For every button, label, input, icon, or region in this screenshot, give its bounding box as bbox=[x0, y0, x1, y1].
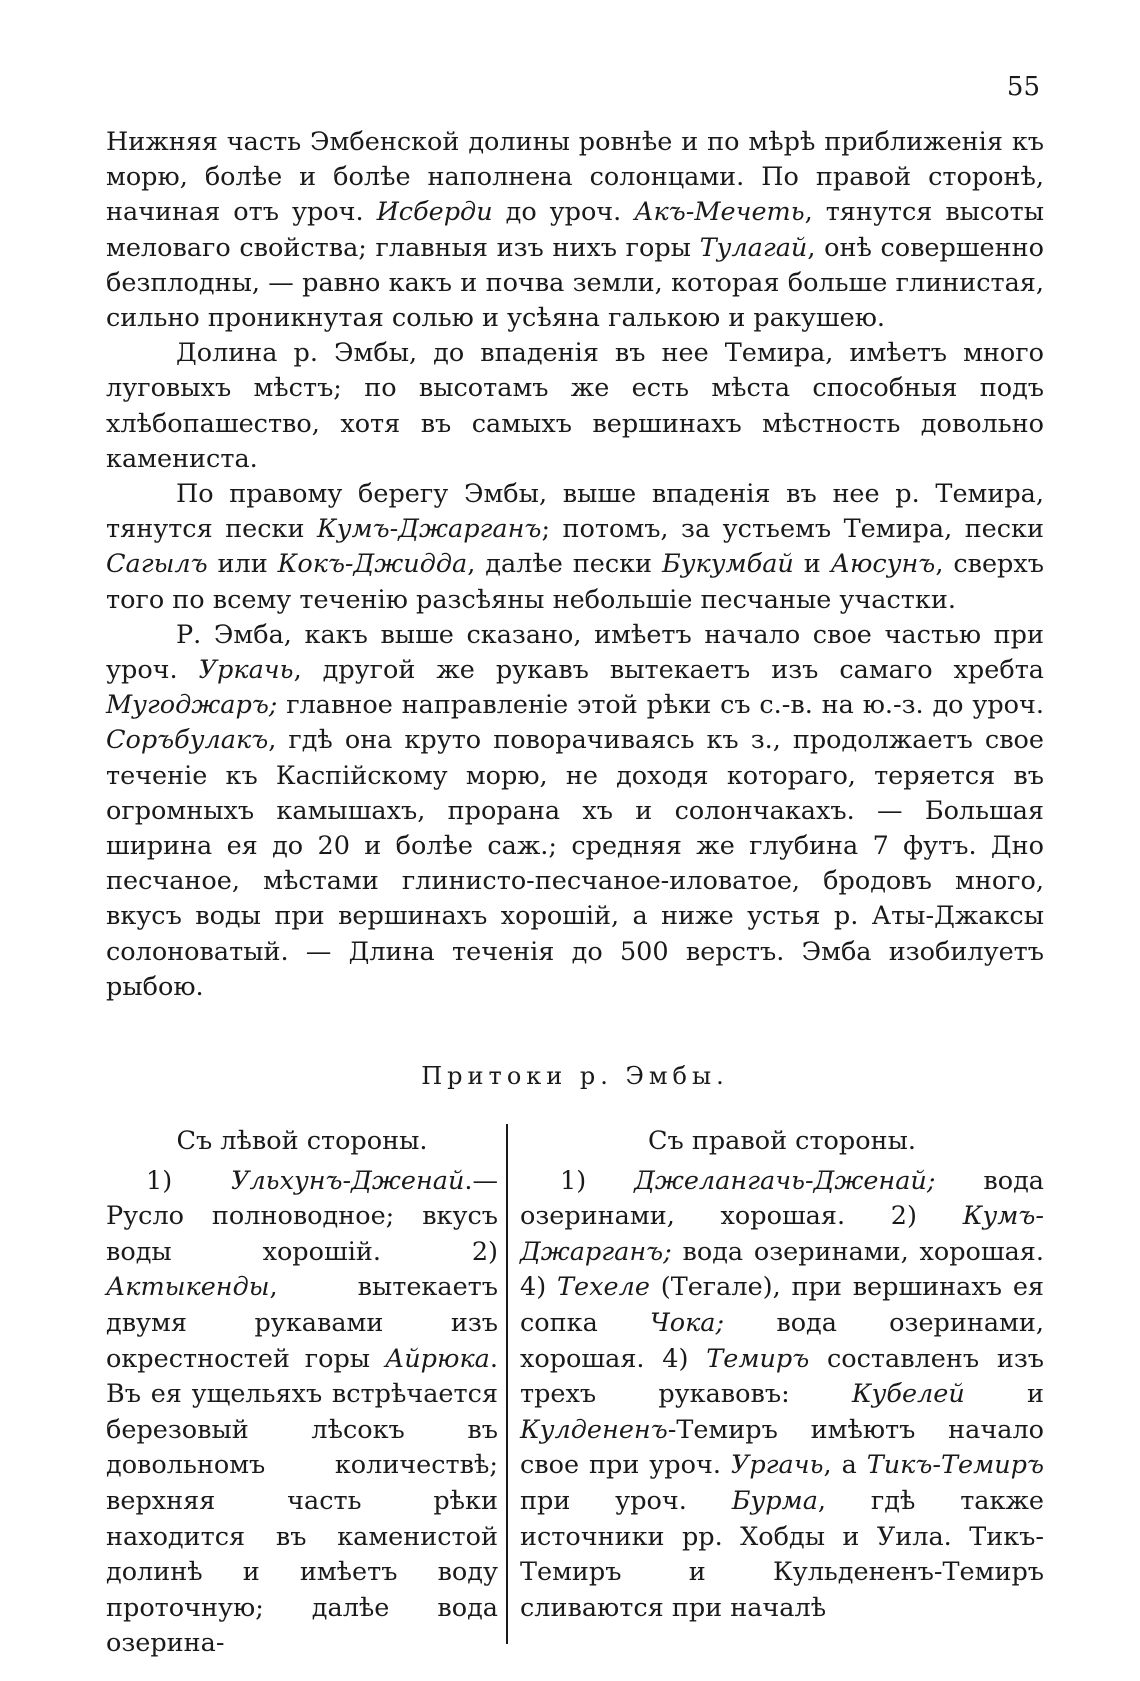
text-run: до уроч. bbox=[492, 197, 635, 228]
italic-name: Соръбулакъ bbox=[106, 725, 269, 756]
page-number: 55 bbox=[1006, 72, 1040, 102]
italic-name: Техеле bbox=[557, 1272, 650, 1303]
text-run: вода озеринами, хорошая. 2) bbox=[520, 1165, 1045, 1232]
italic-name: Кубелей bbox=[851, 1379, 965, 1410]
right-bank-column bbox=[508, 1124, 1044, 1644]
italic-name: Мугоджаръ; bbox=[106, 690, 278, 721]
text-run: и bbox=[964, 1379, 1045, 1410]
text-run: .—Русло полноводное; вкусъ воды хорошій. 2) bbox=[106, 1165, 498, 1267]
left-bank-text bbox=[106, 1164, 498, 1662]
text-run: , далѣе пески bbox=[467, 549, 662, 580]
italic-name: Уркачь bbox=[198, 655, 294, 686]
italic-name: Исберди bbox=[376, 197, 493, 228]
text-run: , тянутся высоты меловаго свойства; главныя изъ нихъ горы bbox=[106, 197, 1045, 263]
italic-name: Акъ-Мечеть bbox=[634, 197, 805, 228]
italic-name: Актыкенды bbox=[106, 1272, 270, 1303]
italic-name: Темиръ bbox=[706, 1343, 810, 1374]
text-run: , гдѣ также источники рр. Хобды и Уила. Тикъ-Темиръ и Кульдененъ-Темиръ сливаются при началѣ bbox=[520, 1485, 1044, 1623]
text-run: , вытекаетъ двумя рукавами изъ окрестностей горы bbox=[106, 1272, 498, 1374]
italic-name: Сагылъ bbox=[106, 549, 208, 580]
text-run: при уроч. bbox=[520, 1485, 732, 1516]
italic-name: Букумбай bbox=[661, 549, 794, 580]
italic-name: Кумъ-Джарганъ bbox=[317, 514, 542, 545]
text-run: вода озеринами, хорошая. 4) bbox=[520, 1307, 1044, 1374]
text-run: вода озеринами, хорошая. 4) bbox=[520, 1236, 1044, 1303]
italic-name: Айрюка bbox=[384, 1343, 490, 1374]
left-bank-heading: Съ лѣвой стороны. bbox=[176, 1126, 428, 1156]
italic-name: Кулдененъ bbox=[520, 1414, 668, 1445]
text-run: Нижняя часть Эмбенской долины ровнѣе и по мѣрѣ приближенія къ морю, болѣе и болѣе наполнена солонцами. По правой сторонѣ, начиная отъ уроч. bbox=[106, 127, 1044, 228]
paragraph bbox=[106, 477, 1044, 618]
right-bank-heading: Съ правой стороны. bbox=[648, 1126, 916, 1156]
text-run: составленъ изъ трехъ рукавовъ: bbox=[520, 1343, 1044, 1410]
italic-name: Аюсунъ bbox=[830, 549, 936, 580]
text-run: , другой же рукавъ вытекаетъ изъ самаго хребта bbox=[293, 655, 1045, 686]
left-bank-column bbox=[106, 1124, 508, 1659]
section-title: Притоки р. Эмбы. bbox=[421, 1062, 729, 1090]
text-run: или bbox=[207, 549, 278, 580]
tributaries-columns bbox=[106, 1124, 1045, 1659]
text-run: , сверхъ того по всему теченію разсѣяны небольшіе песчаные участки. bbox=[106, 549, 1044, 615]
italic-name: Тикъ-Темиръ bbox=[866, 1450, 1045, 1481]
text-run: 1) bbox=[560, 1165, 635, 1196]
italic-name: Чока; bbox=[650, 1307, 725, 1338]
text-run: и bbox=[793, 549, 831, 580]
text-run: Долина р. Эмбы, до впаденія въ нее Темира, имѣетъ много луговыхъ мѣстъ; по высотамъ же есть мѣста способныя подъ хлѣбопашество, хотя въ самыхъ вершинахъ мѣстность довольно каменистa. bbox=[106, 338, 1044, 474]
italic-name: Кумъ-Джарганъ; bbox=[520, 1201, 1044, 1267]
paragraph bbox=[106, 336, 1044, 477]
text-run: -Темиръ имѣютъ начало свое при уроч. bbox=[520, 1414, 1044, 1481]
text-run: 1) bbox=[146, 1165, 232, 1196]
italic-name: Бурма bbox=[731, 1485, 818, 1516]
italic-name: Джелангачь-Дженай; bbox=[634, 1165, 936, 1196]
italic-name: Ульхунъ-Дженай bbox=[231, 1165, 465, 1196]
italic-name: Тулагай bbox=[699, 232, 808, 263]
text-run: , а bbox=[823, 1450, 867, 1481]
text-run: ; потомъ, за устьемъ Темира, пески bbox=[541, 514, 1044, 545]
text-run: , гдѣ она круто поворачиваясь къ з., продолжаетъ свое теченіе къ Каспійскому морю, не доходя котораго, теряется въ огромныхъ камышахъ, прорана хъ и солончакахъ. — Большая ширина ея до 20 и болѣе саж.; средняя же глубина 7 футъ. Дно песчаное, мѣстами глинисто-песчаное-иловатое, бродовъ много, вкусъ воды при вершинахъ хорошій, а ниже устья р. Аты-Джаксы солоноватый. — Длина теченія до 500 верстъ. Эмба изобилуетъ рыбою. bbox=[106, 725, 1044, 1002]
text-run: Р. Эмба, какъ выше сказано, имѣетъ начало свое частью при уроч. bbox=[106, 619, 1044, 686]
text-run: главное направленіе этой рѣки съ с.-в. на ю.-з. до уроч. bbox=[277, 690, 1044, 721]
paragraph bbox=[106, 125, 1044, 336]
italic-name: Ургачь bbox=[730, 1450, 824, 1481]
text-run: , онѣ совершенно безплодны, — равно какъ и почва земли, которая больше глинистая, сильно проникнутая солью и усѣяна галькою и ракушею. bbox=[106, 232, 1044, 334]
text-run: По правому берегу Эмбы, выше впаденія въ нее р. Темира, тянутся пески bbox=[106, 479, 1044, 545]
paragraph bbox=[106, 618, 1044, 1005]
text-run: (Тегале), при вершинахъ ея сопка bbox=[520, 1272, 1044, 1338]
main-text bbox=[106, 125, 1044, 1005]
right-bank-text bbox=[520, 1164, 1044, 1627]
italic-name: Кокъ-Джидда bbox=[277, 549, 468, 580]
text-run: . Въ ея ущельяхъ встрѣчается березовый лѣсокъ въ довольномъ количествѣ; верхняя часть рѣки находится въ каменистой долинѣ и имѣетъ воду проточную; далѣе вода озерина- bbox=[106, 1343, 498, 1659]
